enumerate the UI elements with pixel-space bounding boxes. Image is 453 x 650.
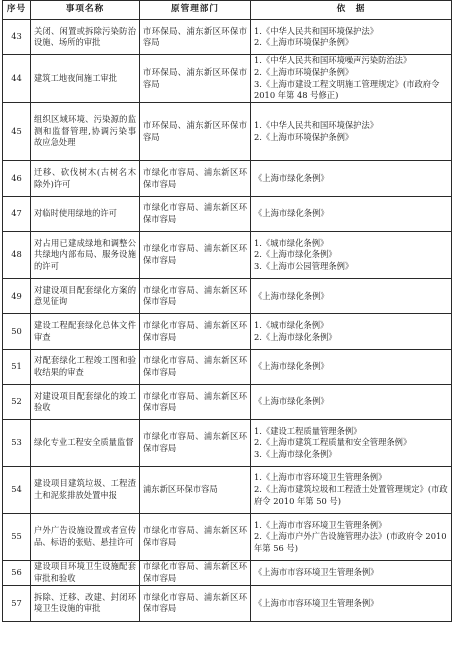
table-row [3,513,452,560]
table-row [3,420,452,466]
row-serial-number: 53 [3,420,31,466]
row-item-name: 对临时使用绿地的许可 [31,196,140,231]
row-original-department: 市绿化市容局、浦东新区环保市容局 [140,314,251,349]
row-item-name: 组织区域环境、污染源的监测和监督管理,协调污染事故应急处理 [31,102,140,160]
basis-line: 《上海市绿化条例》 [254,172,329,183]
row-original-department: 市绿化市容局、浦东新区环保市容局 [140,196,251,231]
row-original-department: 市绿化市容局、浦东新区环保市容局 [140,561,251,585]
regulation-table [2,0,452,622]
basis-line: 1.《城市绿化条例》 [254,237,329,248]
row-legal-basis [251,55,452,103]
basis-line: 1.《建设工程质量管理条例》 [254,425,362,436]
row-serial-number: 54 [3,466,31,513]
row-original-department: 市环保局、浦东新区环保市容局 [140,20,251,55]
header-item-name: 事项名称 [31,1,140,20]
row-serial-number: 45 [3,102,31,160]
table-row [3,161,452,196]
basis-line: 1.《中华人民共和国环境保护法》 [254,120,379,131]
row-legal-basis [251,561,452,585]
row-serial-number: 46 [3,161,31,196]
row-legal-basis [251,20,452,55]
row-serial-number: 48 [3,231,31,278]
row-legal-basis [251,161,452,196]
row-serial-number: 47 [3,196,31,231]
row-original-department: 市绿化市容局、浦东新区环保市容局 [140,231,251,278]
row-original-department: 市绿化市容局、浦东新区环保市容局 [140,420,251,466]
basis-line: 2.《上海市建筑垃圾和工程渣土处置管理规定》(市政府令 2010 年第 50 号) [254,483,448,506]
row-serial-number: 50 [3,314,31,349]
row-original-department: 市绿化市容局、浦东新区环保市容局 [140,384,251,419]
row-legal-basis [251,102,452,160]
row-legal-basis [251,384,452,419]
row-item-name: 关闭、闲置或拆除污染防治设施、场所的审批 [31,20,140,55]
row-item-name: 建筑工地夜间施工审批 [31,55,140,103]
basis-line: 1.《中华人民共和国环境保护法》 [254,25,379,36]
header-original-department: 原管理部门 [140,1,251,20]
row-legal-basis [251,585,452,621]
basis-line: 2.《上海市建筑工程质量和安全管理条例》 [254,437,412,448]
basis-line: 2.《上海市环境保护条例》 [254,37,354,48]
row-legal-basis [251,231,452,278]
row-legal-basis [251,420,452,466]
table-row [3,231,452,278]
row-legal-basis [251,513,452,560]
row-item-name: 建设工程配套绿化总体文件审查 [31,314,140,349]
row-original-department: 市绿化市容局、浦东新区环保市容局 [140,349,251,384]
table-row [3,102,452,160]
row-legal-basis [251,279,452,314]
basis-line: 《上海市市容环境卫生管理条例》 [254,597,379,608]
table-row [3,314,452,349]
row-serial-number: 43 [3,20,31,55]
row-legal-basis [251,314,452,349]
basis-line: 3.《上海市建设工程文明施工管理规定》(市政府令 2010 年第 48 号修正) [254,78,440,101]
table-row [3,349,452,384]
row-serial-number: 56 [3,561,31,585]
basis-line: 1.《上海市市容环境卫生管理条例》 [254,519,387,530]
row-serial-number: 49 [3,279,31,314]
basis-line: 2.《上海市环境保护条例》 [254,131,354,142]
basis-line: 1.《城市绿化条例》 [254,320,329,331]
basis-line: 2.《上海市绿化条例》 [254,331,337,342]
row-serial-number: 57 [3,585,31,621]
table-row [3,561,452,585]
basis-line: 《上海市绿化条例》 [254,207,329,218]
row-legal-basis [251,196,452,231]
row-original-department: 市绿化市容局、浦东新区环保市容局 [140,513,251,560]
basis-line: 《上海市市容环境卫生管理条例》 [254,567,379,578]
row-item-name: 对建设项目配套绿化的竣工验收 [31,384,140,419]
row-legal-basis [251,466,452,513]
basis-line: 《上海市绿化条例》 [254,361,329,372]
basis-line: 2.《上海市户外广告设施管理办法》(市政府令 2010 年第 56 号) [254,531,447,553]
table-body [3,20,452,622]
basis-line: 3.《上海市绿化条例》 [254,448,337,459]
basis-line: 《上海市绿化条例》 [254,396,329,407]
row-legal-basis [251,349,452,384]
row-item-name: 对建设项目配套绿化方案的意见征询 [31,279,140,314]
row-serial-number: 52 [3,384,31,419]
table-row [3,196,452,231]
row-item-name: 对占用已建成绿地和调整公共绿地内部布局、服务设施的许可 [31,231,140,278]
row-original-department: 市绿化市容局、浦东新区环保市容局 [140,585,251,621]
row-item-name: 建设项目环境卫生设施配套审批和验收 [31,561,140,585]
table-row [3,585,452,621]
header-serial-number: 序号 [3,1,31,20]
row-original-department: 市绿化市容局、浦东新区环保市容局 [140,161,251,196]
row-item-name: 迁移、砍伐树木(古树名木除外)许可 [31,161,140,196]
row-original-department: 市环保局、浦东新区环保市容局 [140,55,251,103]
row-serial-number: 44 [3,55,31,103]
row-item-name: 户外广告设施设置或者宣传品、标语的张贴、悬挂许可 [31,513,140,560]
basis-line: 2.《上海市绿化条例》 [254,249,337,260]
table-row [3,20,452,55]
row-serial-number: 51 [3,349,31,384]
table-header-row [3,1,452,20]
table-row [3,55,452,103]
row-item-name: 绿化专业工程安全质量监督 [31,420,140,466]
row-serial-number: 55 [3,513,31,560]
table-row [3,384,452,419]
table-row [3,279,452,314]
basis-line: 1.《中华人民共和国环境噪声污染防治法》 [254,55,412,66]
row-original-department: 浦东新区环保市容局 [140,466,251,513]
row-item-name: 拆除、迁移、改建、封闭环境卫生设施的审批 [31,585,140,621]
basis-line: 3.《上海市公园管理条例》 [254,260,354,271]
row-item-name: 对配套绿化工程竣工图和验收结果的审查 [31,349,140,384]
basis-line: 《上海市绿化条例》 [254,290,329,301]
row-original-department: 市环保局、浦东新区环保市容局 [140,102,251,160]
basis-line: 1.《上海市市容环境卫生管理条例》 [254,472,387,483]
table-row [3,466,452,513]
row-item-name: 建设项目建筑垃圾、工程渣土和泥浆排放处置申报 [31,466,140,513]
header-legal-basis: 依 据 [251,1,452,20]
row-original-department: 市绿化市容局、浦东新区环保市容局 [140,279,251,314]
basis-line: 2.《上海市环境保护条例》 [254,67,354,78]
